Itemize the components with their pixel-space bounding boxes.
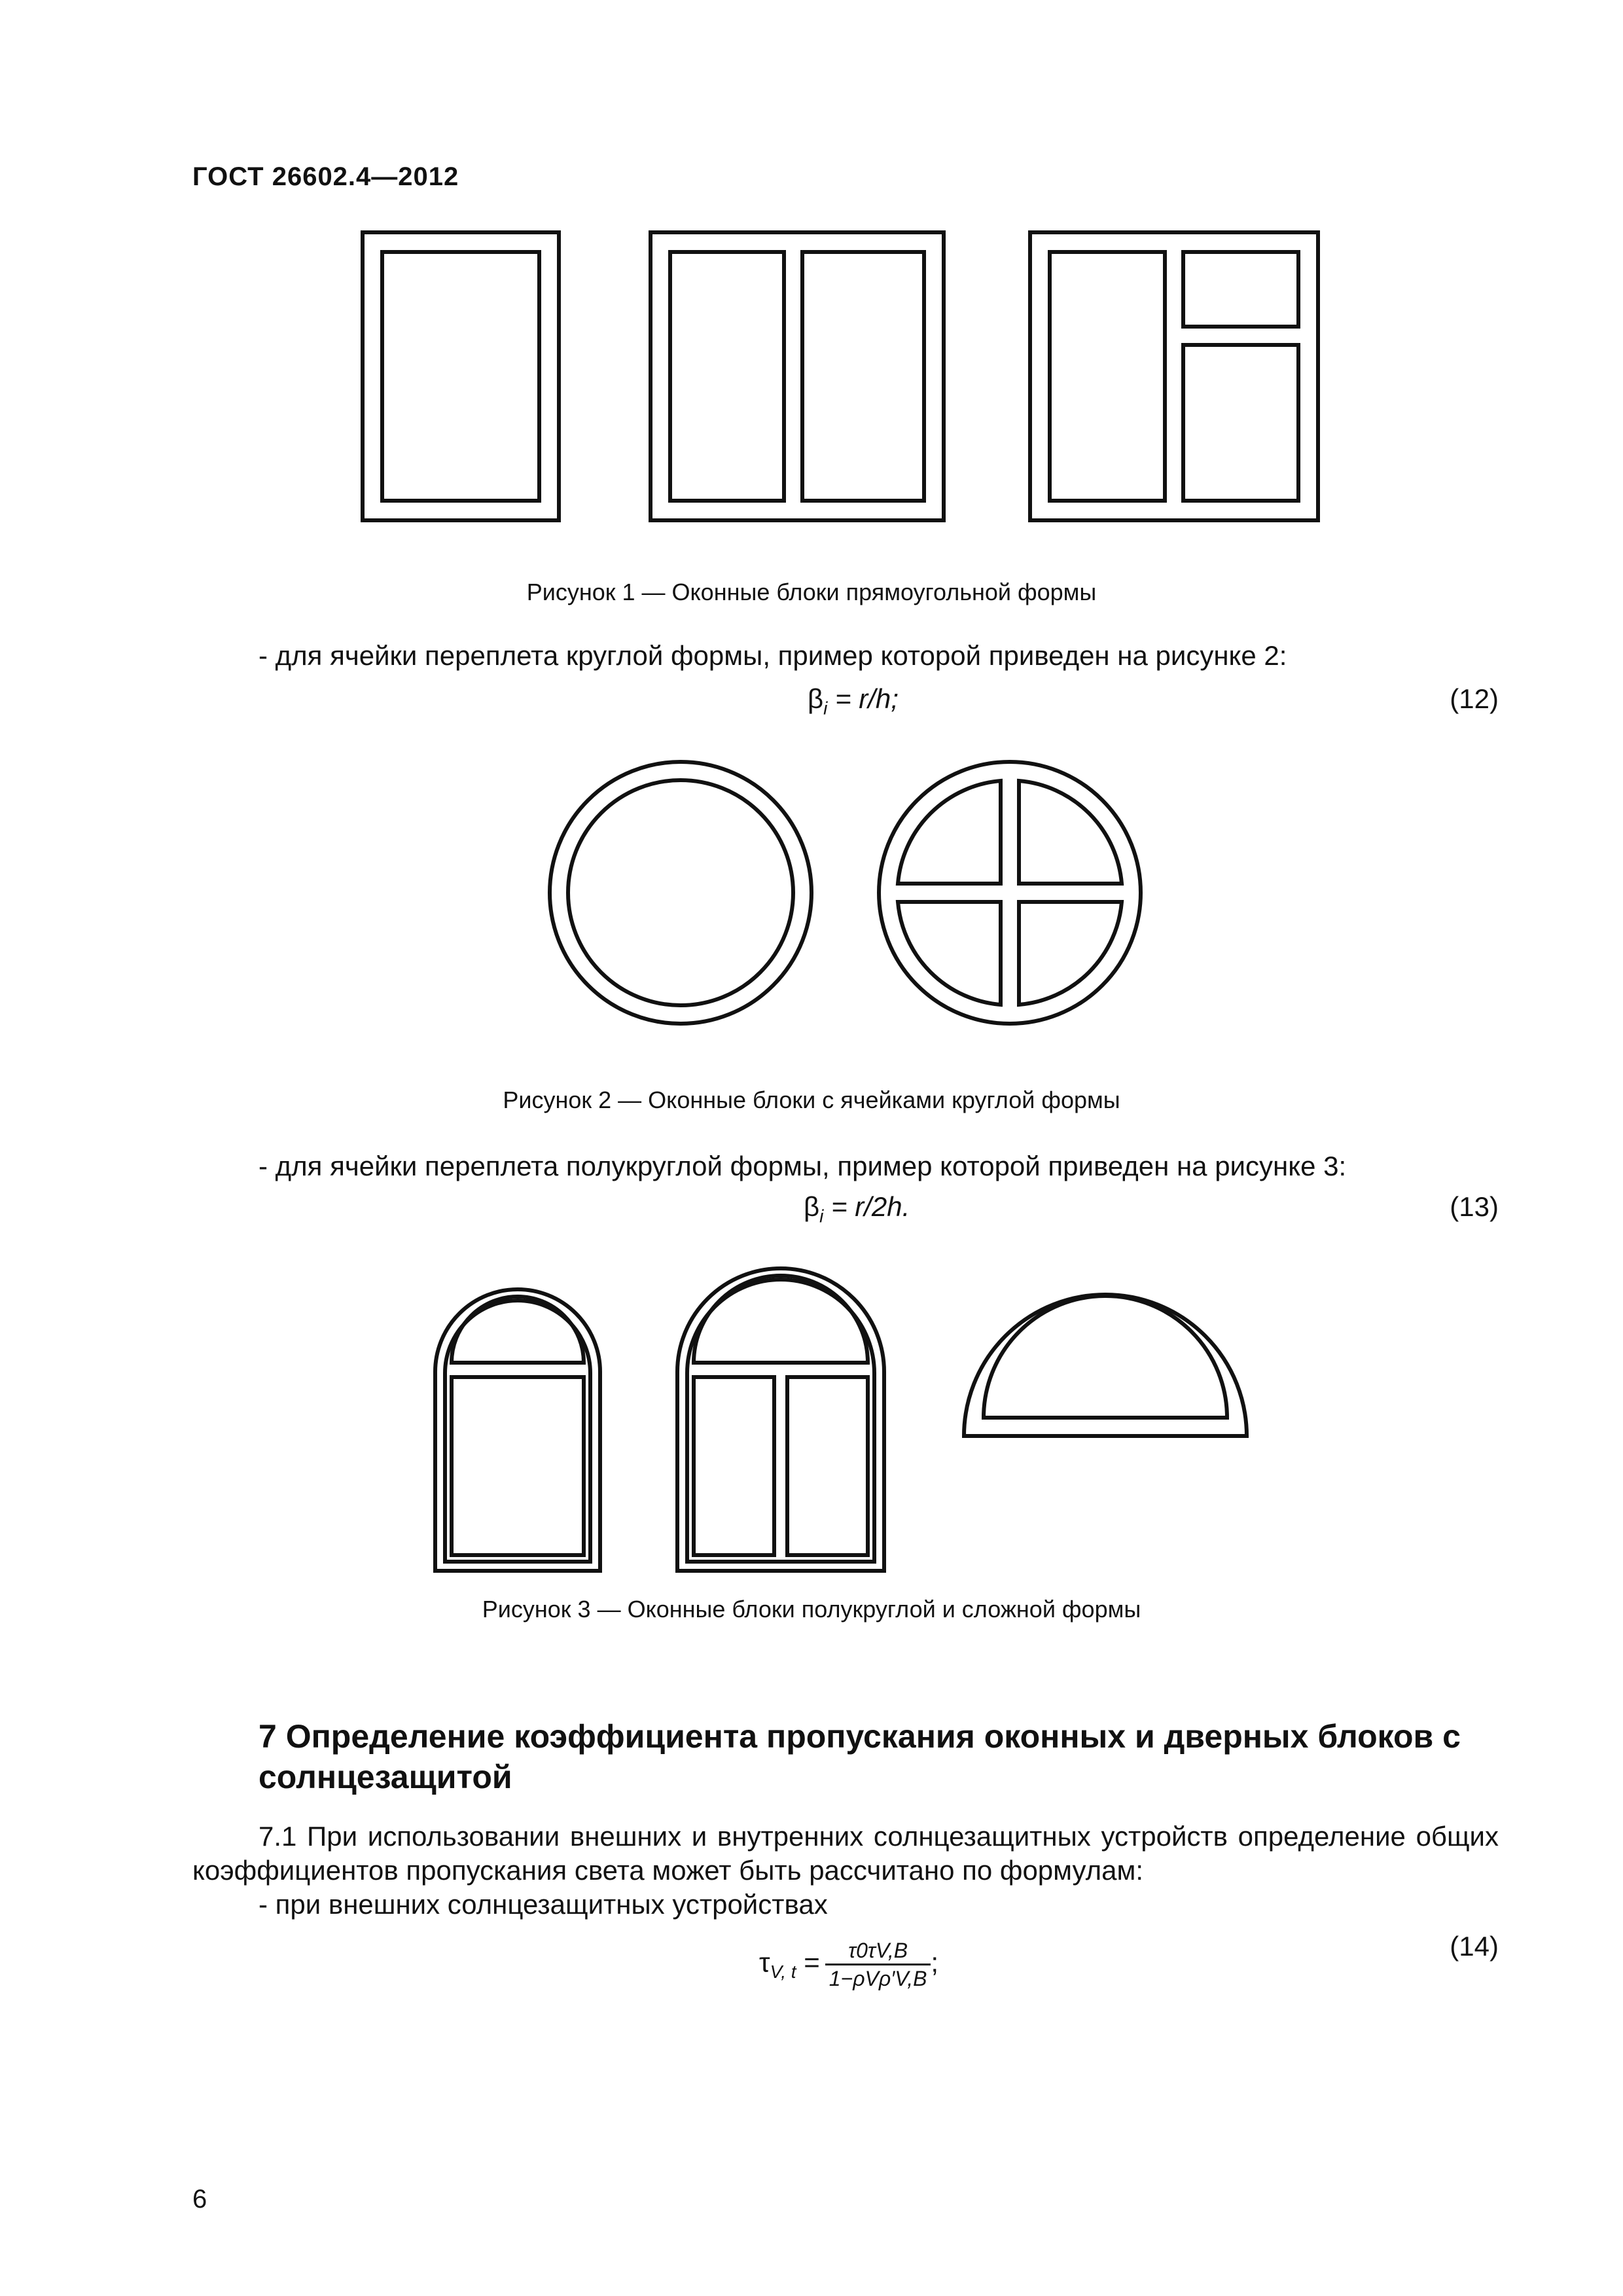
equation-12-number: (12) (1450, 683, 1499, 714)
figure-2-round-windows (0, 746, 1623, 1073)
eq14-sub: V, t (770, 1961, 796, 1982)
eq13-symbol: β (804, 1191, 820, 1222)
figure-3-semicircular-windows (0, 1270, 1623, 1636)
equation-14-number: (14) (1450, 1931, 1499, 1962)
window-arched-single (435, 1289, 600, 1571)
window-triple-pane (1030, 232, 1318, 520)
figure-2-caption: Рисунок 2 — Оконные блоки с ячейками круглой формы (503, 1086, 1120, 1113)
equation-13-number: (13) (1450, 1191, 1499, 1222)
window-arched-double (677, 1268, 884, 1571)
eq13-rhs: = r/2h. (823, 1191, 910, 1222)
equation-13 (804, 1191, 910, 1227)
window-semicircle (964, 1295, 1247, 1436)
equation-14 (759, 1937, 938, 1992)
equation-12 (808, 683, 899, 719)
eq14-tail: ; (931, 1946, 939, 1978)
window-single-pane (363, 232, 559, 520)
window-round-quartered (879, 762, 1141, 1024)
document-header: ГОСТ 26602.4—2012 (192, 162, 459, 191)
paragraph-7-1-line1: 7.1 При использовании внешних и внутренних солнцезащитных устройств определение общих (259, 1821, 1499, 1852)
page-number: 6 (192, 2185, 207, 2214)
figure-1-caption: Рисунок 1 — Оконные блоки прямоугольной формы (526, 579, 1097, 605)
eq12-symbol: β (808, 683, 824, 714)
eq12-sub: i (823, 698, 828, 719)
window-double-pane (651, 232, 944, 520)
eq14-denominator: 1−ρVρ′V,B (829, 1967, 927, 1990)
eq14-numerator: τ0τV,B (825, 1937, 931, 1965)
eq14-fraction (825, 1937, 931, 1992)
figure-1-rectangular-windows (0, 223, 1623, 759)
semiround-cell-intro: - для ячейки переплета полукруглой формы, пример которой приведен на рисунке 3: (259, 1151, 1347, 1181)
section-7-title: 7 Определение коэффициента пропускания оконных и дверных блоков с солнцезащитой (259, 1718, 1461, 1795)
eq14-symbol: τ (759, 1946, 770, 1978)
window-round-plain (550, 762, 812, 1024)
round-cell-intro: - для ячейки переплета круглой формы, пример которой приведен на рисунке 2: (259, 640, 1287, 671)
figure-3-caption: Рисунок 3 — Оконные блоки полукруглой и сложной формы (482, 1596, 1141, 1623)
eq12-rhs: = r/h; (827, 683, 899, 714)
eq13-sub: i (819, 1206, 824, 1227)
external-devices-intro: - при внешних солнцезащитных устройствах (259, 1889, 828, 1920)
paragraph-7-1-line2: коэффициентов пропускания света может быть рассчитано по формулам: (192, 1855, 1143, 1886)
eq14-equals: = (796, 1946, 820, 1978)
